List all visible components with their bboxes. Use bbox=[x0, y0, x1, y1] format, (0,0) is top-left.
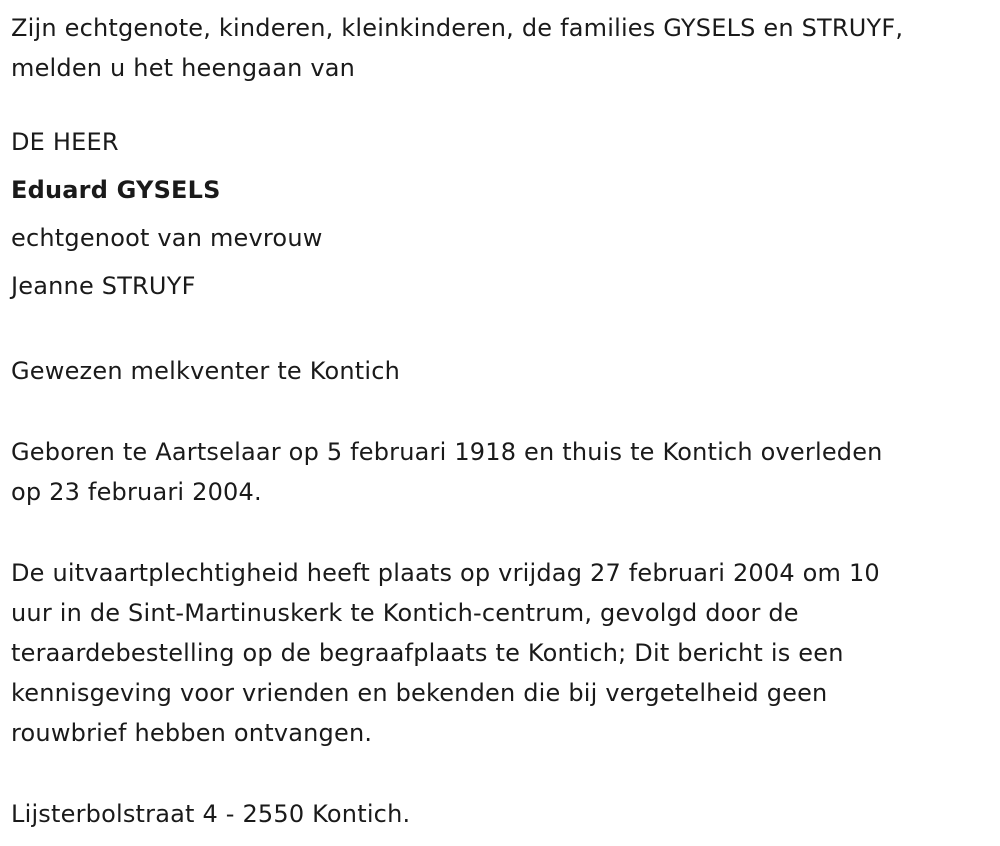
death-notice bbox=[11, 8, 991, 834]
funeral-line: teraardebestelling op de begraafplaats te Kontich; Dit bericht is een bbox=[11, 639, 844, 667]
birth-death-paragraph bbox=[11, 432, 991, 512]
address-paragraph bbox=[11, 794, 991, 834]
spouse-label: echtgenoot van mevrouw bbox=[11, 224, 323, 252]
occupation-paragraph bbox=[11, 351, 991, 391]
honorific-title: DE HEER bbox=[11, 128, 119, 156]
deceased-identity bbox=[11, 118, 991, 310]
deceased-name: Eduard GYSELS bbox=[11, 176, 221, 204]
intro-line: melden u het heengaan van bbox=[11, 54, 356, 82]
intro-paragraph bbox=[11, 8, 991, 88]
funeral-line: De uitvaartplechtigheid heeft plaats op vrijdag 27 februari 2004 om 10 bbox=[11, 559, 880, 587]
funeral-line: rouwbrief hebben ontvangen. bbox=[11, 719, 373, 747]
intro-line: Zijn echtgenote, kinderen, kleinkinderen, de families GYSELS en STRUYF, bbox=[11, 14, 904, 42]
occupation: Gewezen melkventer te Kontich bbox=[11, 357, 401, 385]
funeral-line: kennisgeving voor vrienden en bekenden die bij vergetelheid geen bbox=[11, 679, 828, 707]
address: Lijsterbolstraat 4 - 2550 Kontich. bbox=[11, 800, 411, 828]
funeral-line: uur in de Sint-Martinuskerk te Kontich-centrum, gevolgd door de bbox=[11, 599, 799, 627]
birth-death-line: op 23 februari 2004. bbox=[11, 478, 262, 506]
birth-death-line: Geboren te Aartselaar op 5 februari 1918 en thuis te Kontich overleden bbox=[11, 438, 883, 466]
spouse-name: Jeanne STRUYF bbox=[11, 272, 196, 300]
funeral-paragraph bbox=[11, 553, 991, 753]
